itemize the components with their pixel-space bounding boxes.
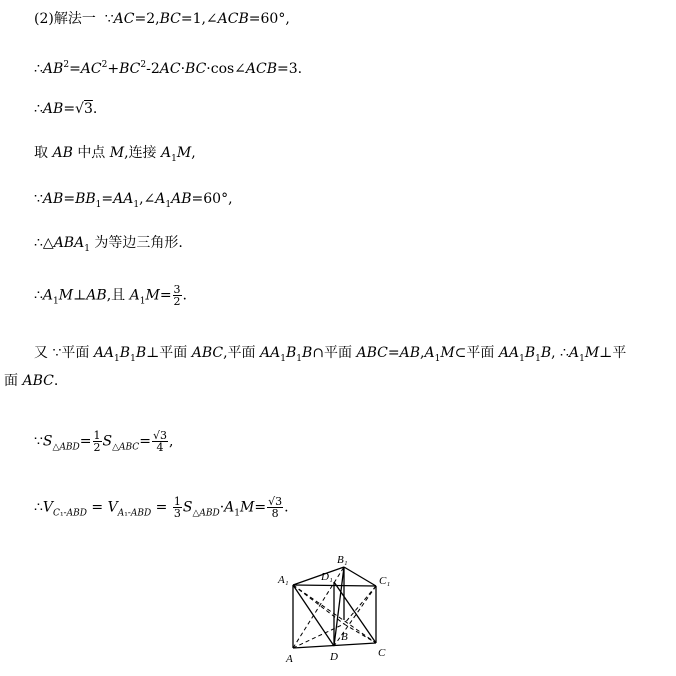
line-area: $\because S_{\triangle ABD}=$ $\frac{1}{2}$ $S_{\triangle ABC}=$ $\frac{√3}{4}$ , [34,429,174,454]
label-c: C [378,647,386,659]
line-ab-value: ∴AB=√3. [34,101,98,117]
label-a1: A₁ [278,574,289,586]
label-a: A [286,653,293,665]
line-plane-perp: 又 ∵平面 $AA_1B_1B\perp$平面 ABC,平面 $AA_1B_1B\cap$平面 $ABC=AB,A_1M\subset$平面 $AA_1B_1B$, $\therefore A_1M\perp$平 [34,345,627,364]
line-midpoint: 取 AB 中点 M,连接 $A_1M$, [34,145,196,164]
label-b1: B₁ [337,554,348,566]
line-plane-perp-cont: 面 ABC. [4,373,59,389]
label-d: D [330,651,338,663]
line-volume: $\therefore V_{C_1-ABD} = V_{A_1-ABD}$ = $\frac{1}{3}$ $S_{\triangle ABD}\cdot A_1M=$ $\frac{√3}{8}$ . [34,495,289,520]
label-b: B [341,631,348,643]
line-equilateral: $\therefore\triangle ABA_1$ 为等边三角形. [34,235,183,254]
line-equal-edges: $\because AB=BB_1=AA_1,\angle A_1AB=60^\circ$, [34,191,233,210]
line-law-of-cosines: $\therefore AB^2=AC^2+BC^2-2AC\cdot BC\cdot\cos\angle ACB=3$. [34,60,303,77]
label-d1: D₁ [321,571,333,583]
line-given: (2)解法一 ∵AC=2,BC=1,∠ACB=60°, [34,11,290,27]
line-a1m-perp: $\therefore A_1M\perp AB$,且 $A_1M=$ $\frac{3}{2}$ . [34,283,187,308]
label-c1: C₁ [379,575,391,587]
